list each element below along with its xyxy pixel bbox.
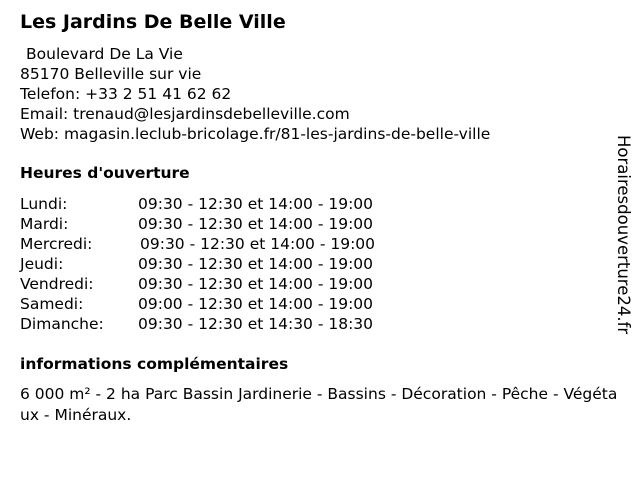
hours-row-wednesday [20,234,440,254]
day-label: Samedi: [20,295,84,313]
time-range: 09:30 - 12:30 et 14:00 - 19:00 [138,275,374,293]
time-range: 09:30 - 12:30 et 14:00 - 19:00 [140,235,376,253]
time-range: 09:30 - 12:30 et 14:00 - 19:00 [138,255,374,273]
day-label: Jeudi: [20,255,64,273]
hours-row-tuesday [20,214,440,234]
day-label: Mardi: [20,215,69,233]
day-label: Lundi: [20,195,68,213]
opening-hours-table [20,194,440,334]
time-range: 09:30 - 12:30 et 14:00 - 19:00 [138,215,374,233]
hours-row-thursday [20,254,440,274]
hours-row-saturday [20,294,440,314]
additional-info-heading: informations complémentaires [20,355,289,373]
additional-info-text: 6 000 m² - 2 ha Parc Bassin Jardinerie - Bassins - Décoration - Pêche - Végétaux - Minéraux. [20,385,618,424]
store-name: Les Jardins De Belle Ville [20,11,286,33]
time-range: 09:30 - 12:30 et 14:00 - 19:00 [138,195,374,213]
email-address: Email: trenaud@lesjardinsdebelleville.com [20,105,350,123]
day-label: Mercredi: [20,235,93,253]
street-address: Boulevard De La Vie [26,45,183,63]
hours-row-sunday [20,314,440,334]
opening-hours-heading: Heures d'ouverture [20,164,190,182]
city-address: 85170 Belleville sur vie [20,65,202,83]
day-label: Vendredi: [20,275,94,293]
time-range: 09:30 - 12:30 et 14:30 - 18:30 [138,315,374,333]
site-watermark: Horairesdouverture24.fr [614,135,633,335]
hours-row-monday [20,194,440,214]
phone-number: Telefon: +33 2 51 41 62 62 [20,85,232,103]
day-label: Dimanche: [20,315,104,333]
contact-block [20,44,490,144]
website-url: Web: magasin.leclub-bricolage.fr/81-les-jardins-de-belle-ville [20,125,491,143]
time-range: 09:00 - 12:30 et 14:00 - 19:00 [138,295,374,313]
hours-row-friday [20,274,440,294]
